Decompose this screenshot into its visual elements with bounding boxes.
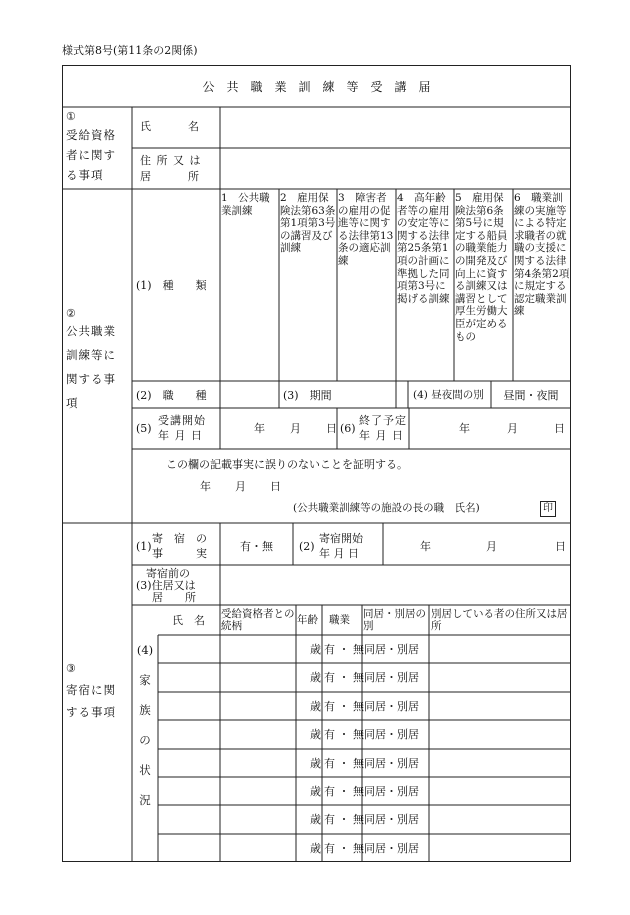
boarding-start-label-no: (2) bbox=[299, 540, 315, 553]
start-label-no: (5) bbox=[136, 422, 152, 435]
boarding-label-2: 事 実 bbox=[152, 547, 207, 560]
certifier-label: (公共職業訓練等の施設の長の職 氏名) bbox=[293, 502, 480, 514]
kind-option-6[interactable]: 6 職業訓練の実施等による特定求職者の就職の支援に関する法律第4条第2項に規定する認定職業訓練 bbox=[514, 192, 570, 318]
day-night-label: (4) 昼夜間の別 bbox=[413, 389, 484, 401]
boarding-label-1: 寄 宿 の bbox=[152, 532, 207, 545]
occupation-choice[interactable]: 有 ・ 無 bbox=[324, 700, 364, 713]
certify-text: この欄の記載事実に誤りのないことを証明する。 bbox=[166, 458, 408, 471]
section2-number: ② bbox=[66, 307, 76, 320]
end-label-1: 終了予定 bbox=[359, 414, 407, 427]
header-name: 氏 名 bbox=[172, 614, 205, 627]
boarding-start-label-1: 寄宿開始 bbox=[319, 532, 363, 545]
certify-day: 日 bbox=[270, 480, 281, 493]
period-field[interactable] bbox=[337, 381, 396, 408]
boarding-value[interactable]: 有・無 bbox=[240, 540, 273, 553]
kind-option-5[interactable]: 5 雇用保険法第6条第5号に規定する船員の職業能力の開発及び向上に資する訓練又は講習として厚生労働大臣が定めるもの bbox=[455, 192, 508, 343]
occupation-choice[interactable]: 有 ・ 無 bbox=[324, 671, 364, 684]
age-unit: 歳 bbox=[310, 842, 321, 855]
occupation-choice[interactable]: 有 ・ 無 bbox=[324, 842, 364, 855]
occupation-choice[interactable]: 有 ・ 無 bbox=[324, 813, 364, 826]
header-address: 別居している者の住所又は居所 bbox=[431, 608, 568, 632]
address-label-1: 住 所 又 は bbox=[140, 154, 202, 167]
start-month: 月 bbox=[290, 422, 301, 435]
period-label: (3) 期間 bbox=[283, 389, 332, 402]
name-field[interactable] bbox=[220, 107, 571, 148]
boarding-start-label-2: 年 月 日 bbox=[319, 547, 359, 560]
seal-mark: 印 bbox=[540, 501, 556, 517]
family-label: (4)家族の状況 bbox=[136, 643, 154, 807]
occupation-choice[interactable]: 有 ・ 無 bbox=[324, 728, 364, 741]
cohabit-choice[interactable]: 同居・別居 bbox=[364, 671, 419, 684]
start-year: 年 bbox=[254, 422, 265, 435]
end-label-no: (6) bbox=[340, 422, 356, 435]
certify-year: 年 bbox=[200, 480, 211, 493]
kind-label: (1) 種 類 bbox=[136, 279, 207, 292]
age-unit: 歳 bbox=[310, 643, 321, 656]
kind-option-1[interactable]: 1 公共職業訓練 bbox=[221, 192, 270, 217]
occupation-field[interactable] bbox=[220, 381, 279, 408]
kind-option-4[interactable]: 4 高年齢者等の雇用の安定等に関する法律第25条第1項の計画に準拠した同項第3号に掲げる訓練 bbox=[397, 192, 450, 305]
day-night-value[interactable]: 昼間・夜間 bbox=[503, 389, 559, 402]
prev-address-label-1: 寄宿前の bbox=[146, 567, 190, 580]
section3-heading: 寄宿に関する事項 bbox=[66, 683, 116, 719]
occupation-label: (2) 職 種 bbox=[136, 389, 207, 402]
name-label: 氏 名 bbox=[140, 120, 200, 133]
certify-month: 月 bbox=[235, 480, 246, 493]
start-label-2: 年 月 日 bbox=[158, 429, 203, 442]
header-age: 年齢 bbox=[297, 614, 318, 626]
occupation-choice[interactable]: 有 ・ 無 bbox=[324, 785, 364, 798]
section3-number: ③ bbox=[66, 662, 76, 675]
form-number: 様式第8号(第11条の2関係) bbox=[62, 44, 198, 57]
age-unit: 歳 bbox=[310, 785, 321, 798]
header-cohabit: 同居・別居の別 bbox=[363, 608, 426, 632]
boarding-label-no: (1) bbox=[136, 540, 152, 553]
prev-address-field[interactable] bbox=[220, 565, 571, 605]
age-unit: 歳 bbox=[310, 728, 321, 741]
age-unit: 歳 bbox=[310, 700, 321, 713]
end-year: 年 bbox=[459, 422, 470, 435]
start-day: 日 bbox=[326, 422, 337, 435]
section2-heading: 公共職業訓練等に関する事項 bbox=[66, 324, 116, 410]
form-table bbox=[62, 65, 571, 862]
form-title: 公 共 職 業 訓 練 等 受 講 届 bbox=[202, 80, 431, 94]
cohabit-choice[interactable]: 同居・別居 bbox=[364, 785, 419, 798]
cohabit-choice[interactable]: 同居・別居 bbox=[364, 757, 419, 770]
kind-option-2[interactable]: 2 雇用保険法第63条第1項第3号の講習及び訓練 bbox=[280, 192, 336, 255]
end-month: 月 bbox=[507, 422, 518, 435]
prev-address-label-2: (3)住居又は bbox=[136, 579, 196, 592]
cohabit-choice[interactable]: 同居・別居 bbox=[364, 728, 419, 741]
kind-option-3[interactable]: 3 障害者の雇用の促進等に関する法律第13条の適応訓練 bbox=[338, 192, 394, 267]
age-unit: 歳 bbox=[310, 813, 321, 826]
age-unit: 歳 bbox=[310, 757, 321, 770]
age-unit: 歳 bbox=[310, 671, 321, 684]
boarding-month: 月 bbox=[486, 540, 497, 553]
address-field[interactable] bbox=[220, 148, 571, 189]
end-day: 日 bbox=[554, 422, 565, 435]
end-label-2: 年 月 日 bbox=[359, 429, 404, 442]
section1-number: ① bbox=[66, 110, 76, 123]
cohabit-choice[interactable]: 同居・別居 bbox=[364, 700, 419, 713]
occupation-choice[interactable]: 有 ・ 無 bbox=[324, 643, 364, 656]
start-label-1: 受講開始 bbox=[158, 414, 206, 427]
occupation-choice[interactable]: 有 ・ 無 bbox=[324, 757, 364, 770]
address-label-2: 居 所 bbox=[140, 170, 200, 183]
section1-heading: 受給資格者に関する事項 bbox=[66, 128, 116, 182]
cohabit-choice[interactable]: 同居・別居 bbox=[364, 643, 419, 656]
prev-address-label-3: 居 所 bbox=[152, 591, 196, 604]
cohabit-choice[interactable]: 同居・別居 bbox=[364, 813, 419, 826]
cohabit-choice[interactable]: 同居・別居 bbox=[364, 842, 419, 855]
boarding-day: 日 bbox=[555, 540, 566, 553]
header-relation: 受給資格者との続柄 bbox=[221, 608, 295, 632]
header-occupation: 職業 bbox=[329, 614, 350, 626]
boarding-year: 年 bbox=[420, 540, 431, 553]
